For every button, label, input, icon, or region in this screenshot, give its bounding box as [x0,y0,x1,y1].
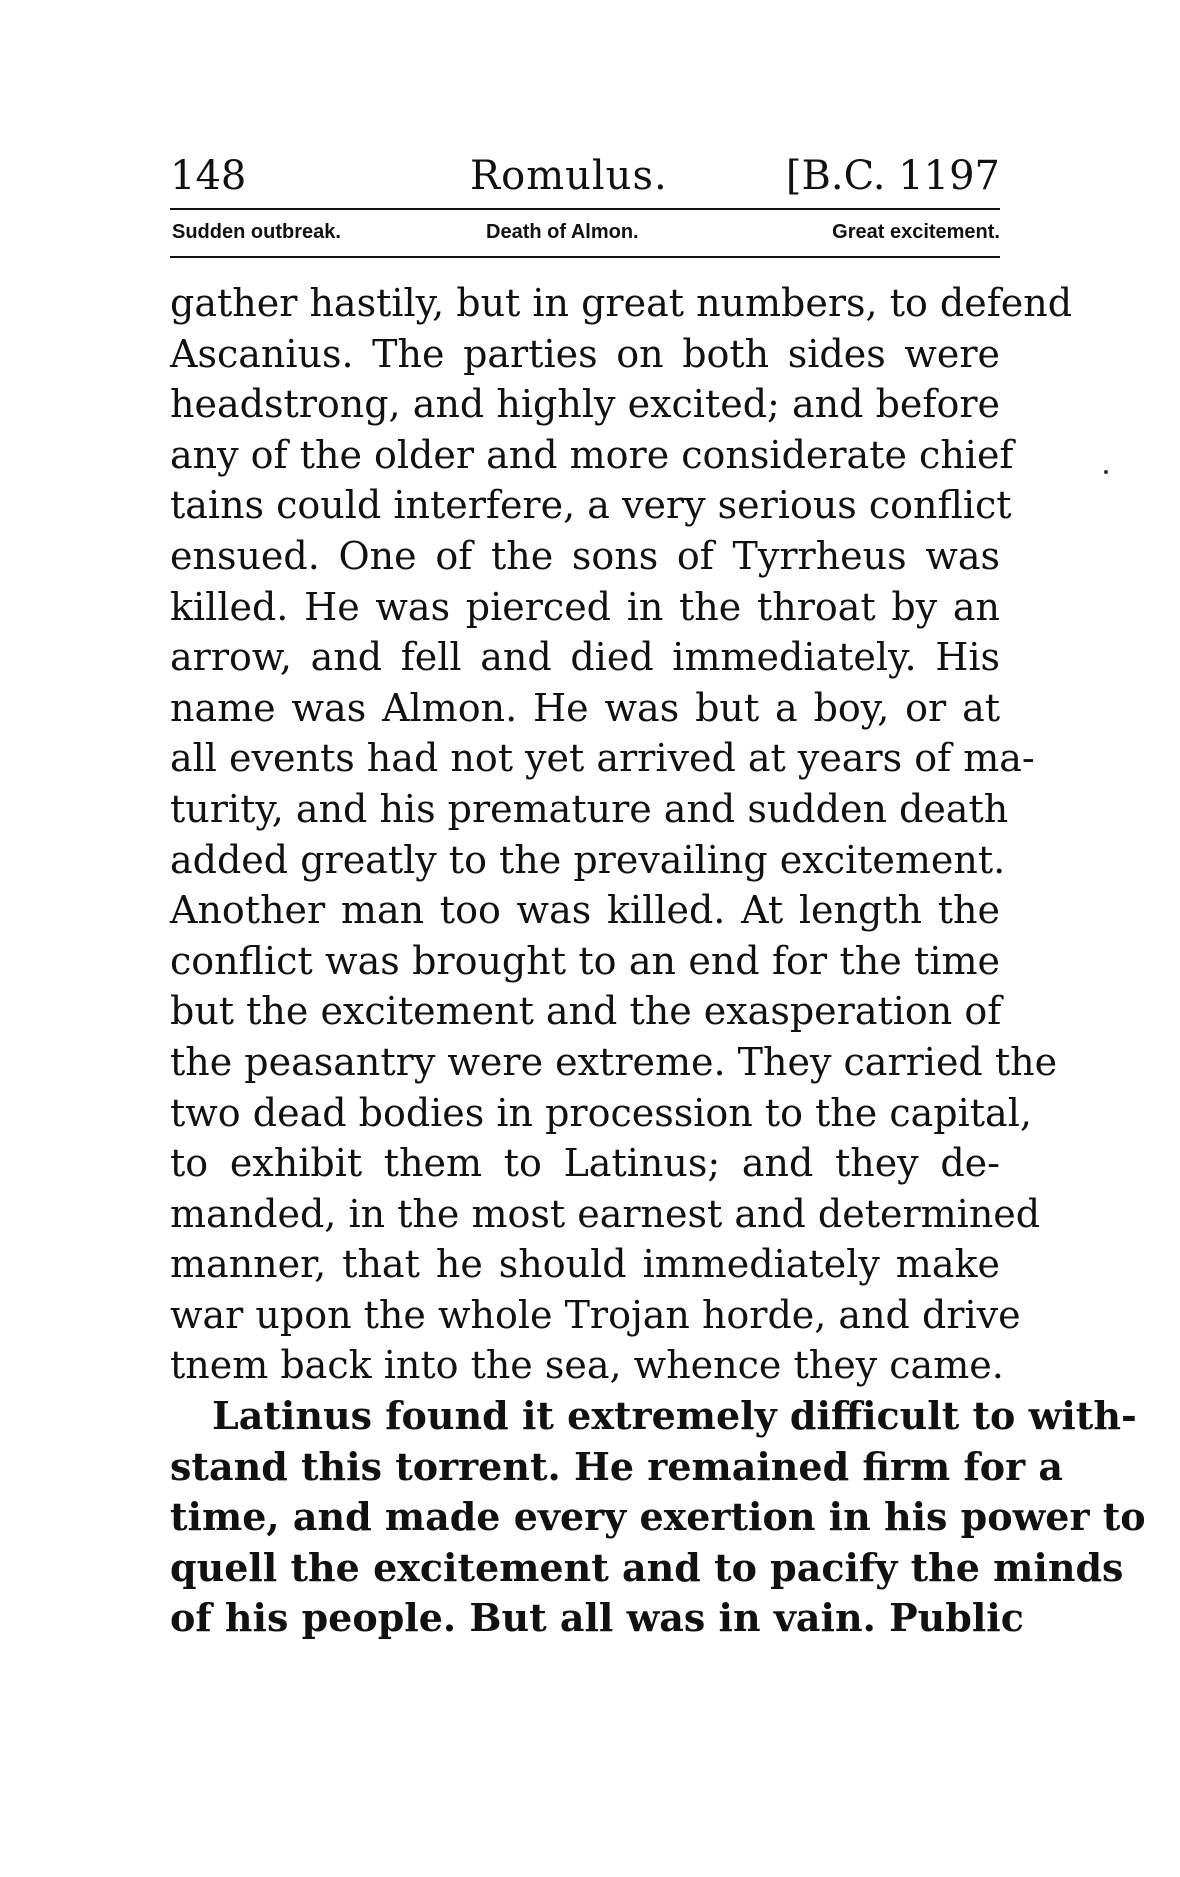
running-header [170,150,1000,210]
text-line: all events had not yet arrived at years of ma- [170,736,1035,781]
running-title: Romulus. [470,153,668,199]
stray-ink-dot [1104,470,1108,474]
text-line: ensued. One of the sons of Tyrrheus was [170,533,1000,578]
text-line: to exhibit them to Latinus; and they de- [170,1141,1000,1186]
text-line: Latinus found it extremely difficult to with- [212,1393,1137,1439]
subhead-sudden-outbreak: Sudden outbreak. [172,221,341,243]
subhead-great-excitement: Great excitement. [832,221,1000,243]
marginal-subheads [170,218,1000,248]
text-line: of his people. But all was in vain. Public [170,1595,1024,1641]
header-rule-top [170,208,1000,210]
text-line: any of the older and more considerate chief [170,432,1014,477]
text-line: arrow, and fell and died immediately. His [170,635,1000,680]
text-line: gather hastily, but in great numbers, to defend [170,281,1073,325]
text-line: stand this torrent. He remained firm for a [170,1443,1064,1489]
text-line: the peasantry were extreme. They carried the [170,1039,1058,1084]
text-line: war upon the whole Trojan horde, and drive [170,1292,1021,1337]
text-line: manner, that he should immediately make [170,1242,1000,1287]
text-line: name was Almon. He was but a boy, or at [170,685,1000,730]
text-line: turity, and his premature and sudden death [170,786,1009,831]
header-date: [B.C. 1197 [785,153,1000,199]
text-line: tains could interfere, a very serious conflict [170,483,1012,528]
text-line: tnem back into the sea, whence they came. [170,1343,1004,1388]
text-line: quell the excitement and to pacify the minds [170,1544,1124,1590]
text-line: Ascanius. The parties on both sides were [170,331,1000,376]
text-line: Another man too was killed. At length the [170,888,1000,933]
text-line: two dead bodies in procession to the capital, [170,1090,1032,1135]
header-rule-bottom [170,256,1000,258]
text-line: added greatly to the prevailing excitement. [170,837,1006,882]
text-line: headstrong, and highly excited; and before [170,382,1000,427]
text-line: conflict was brought to an end for the time [170,938,1000,983]
text-line: killed. He was pierced in the throat by an [170,584,1000,629]
text-line: but the excitement and the exasperation of [170,989,1002,1034]
subhead-death-of-almon: Death of Almon. [486,221,639,243]
text-line: time, and made every exertion in his power to [170,1494,1146,1540]
body-text [170,278,1146,1644]
page-number: 148 [170,153,247,199]
text-line: manded, in the most earnest and determined [170,1191,1041,1236]
